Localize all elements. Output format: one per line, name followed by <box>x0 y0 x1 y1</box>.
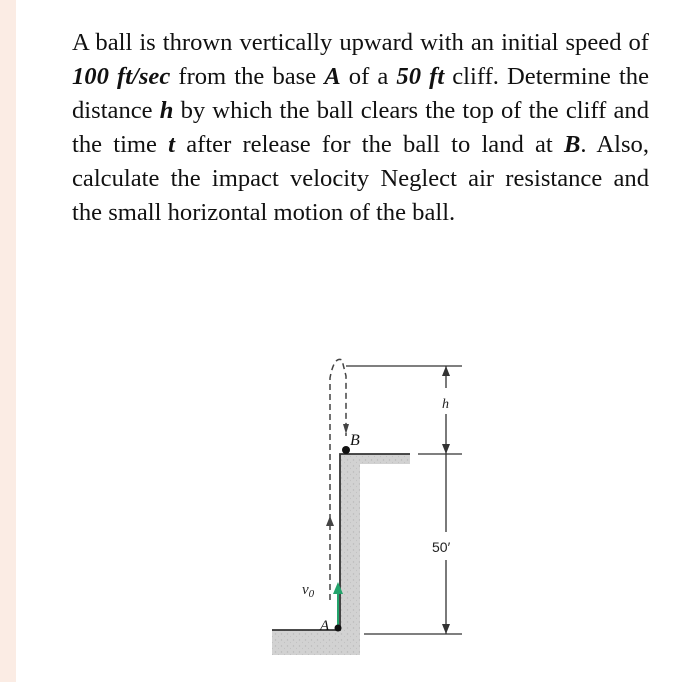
label-50: 50′ <box>432 539 451 555</box>
problem-statement: A ball is thrown vertically upward with an initial speed of 100 ft/sec from the base A of a 50 ft cliff. Determine the distance h by which the ball clears the top of the cliff and the time t after release for the ball to land at B. Also, calculate the impact velocity Neglect air resistance and the small horizontal motion of the ball. <box>72 29 649 226</box>
left-margin-strip <box>0 0 16 682</box>
cliff-figure <box>262 350 482 660</box>
label-a: A <box>320 618 330 634</box>
trajectory-arrow <box>326 516 334 526</box>
ball-at-a <box>335 625 342 632</box>
label-v0: $v_0$ <box>302 582 315 600</box>
cliff-diagram <box>262 350 482 660</box>
label-b: B <box>350 432 360 449</box>
point-b-ref: B <box>563 131 581 158</box>
ball-at-b <box>342 446 350 454</box>
cliff-body <box>340 454 410 655</box>
h-variable: h <box>159 97 174 124</box>
t-variable: t <box>168 131 176 158</box>
initial-speed: 100 ft/sec <box>72 63 171 90</box>
ground-base <box>272 630 340 655</box>
dim-h-arrow-up <box>442 366 450 376</box>
dim-50-arrow-down <box>442 624 450 634</box>
dim-h-arrow-down <box>442 444 450 454</box>
point-a-ref: A <box>324 63 341 90</box>
down-arrow <box>343 424 349 434</box>
cliff-height: 50 ft <box>396 63 445 90</box>
label-h: h <box>442 397 449 412</box>
